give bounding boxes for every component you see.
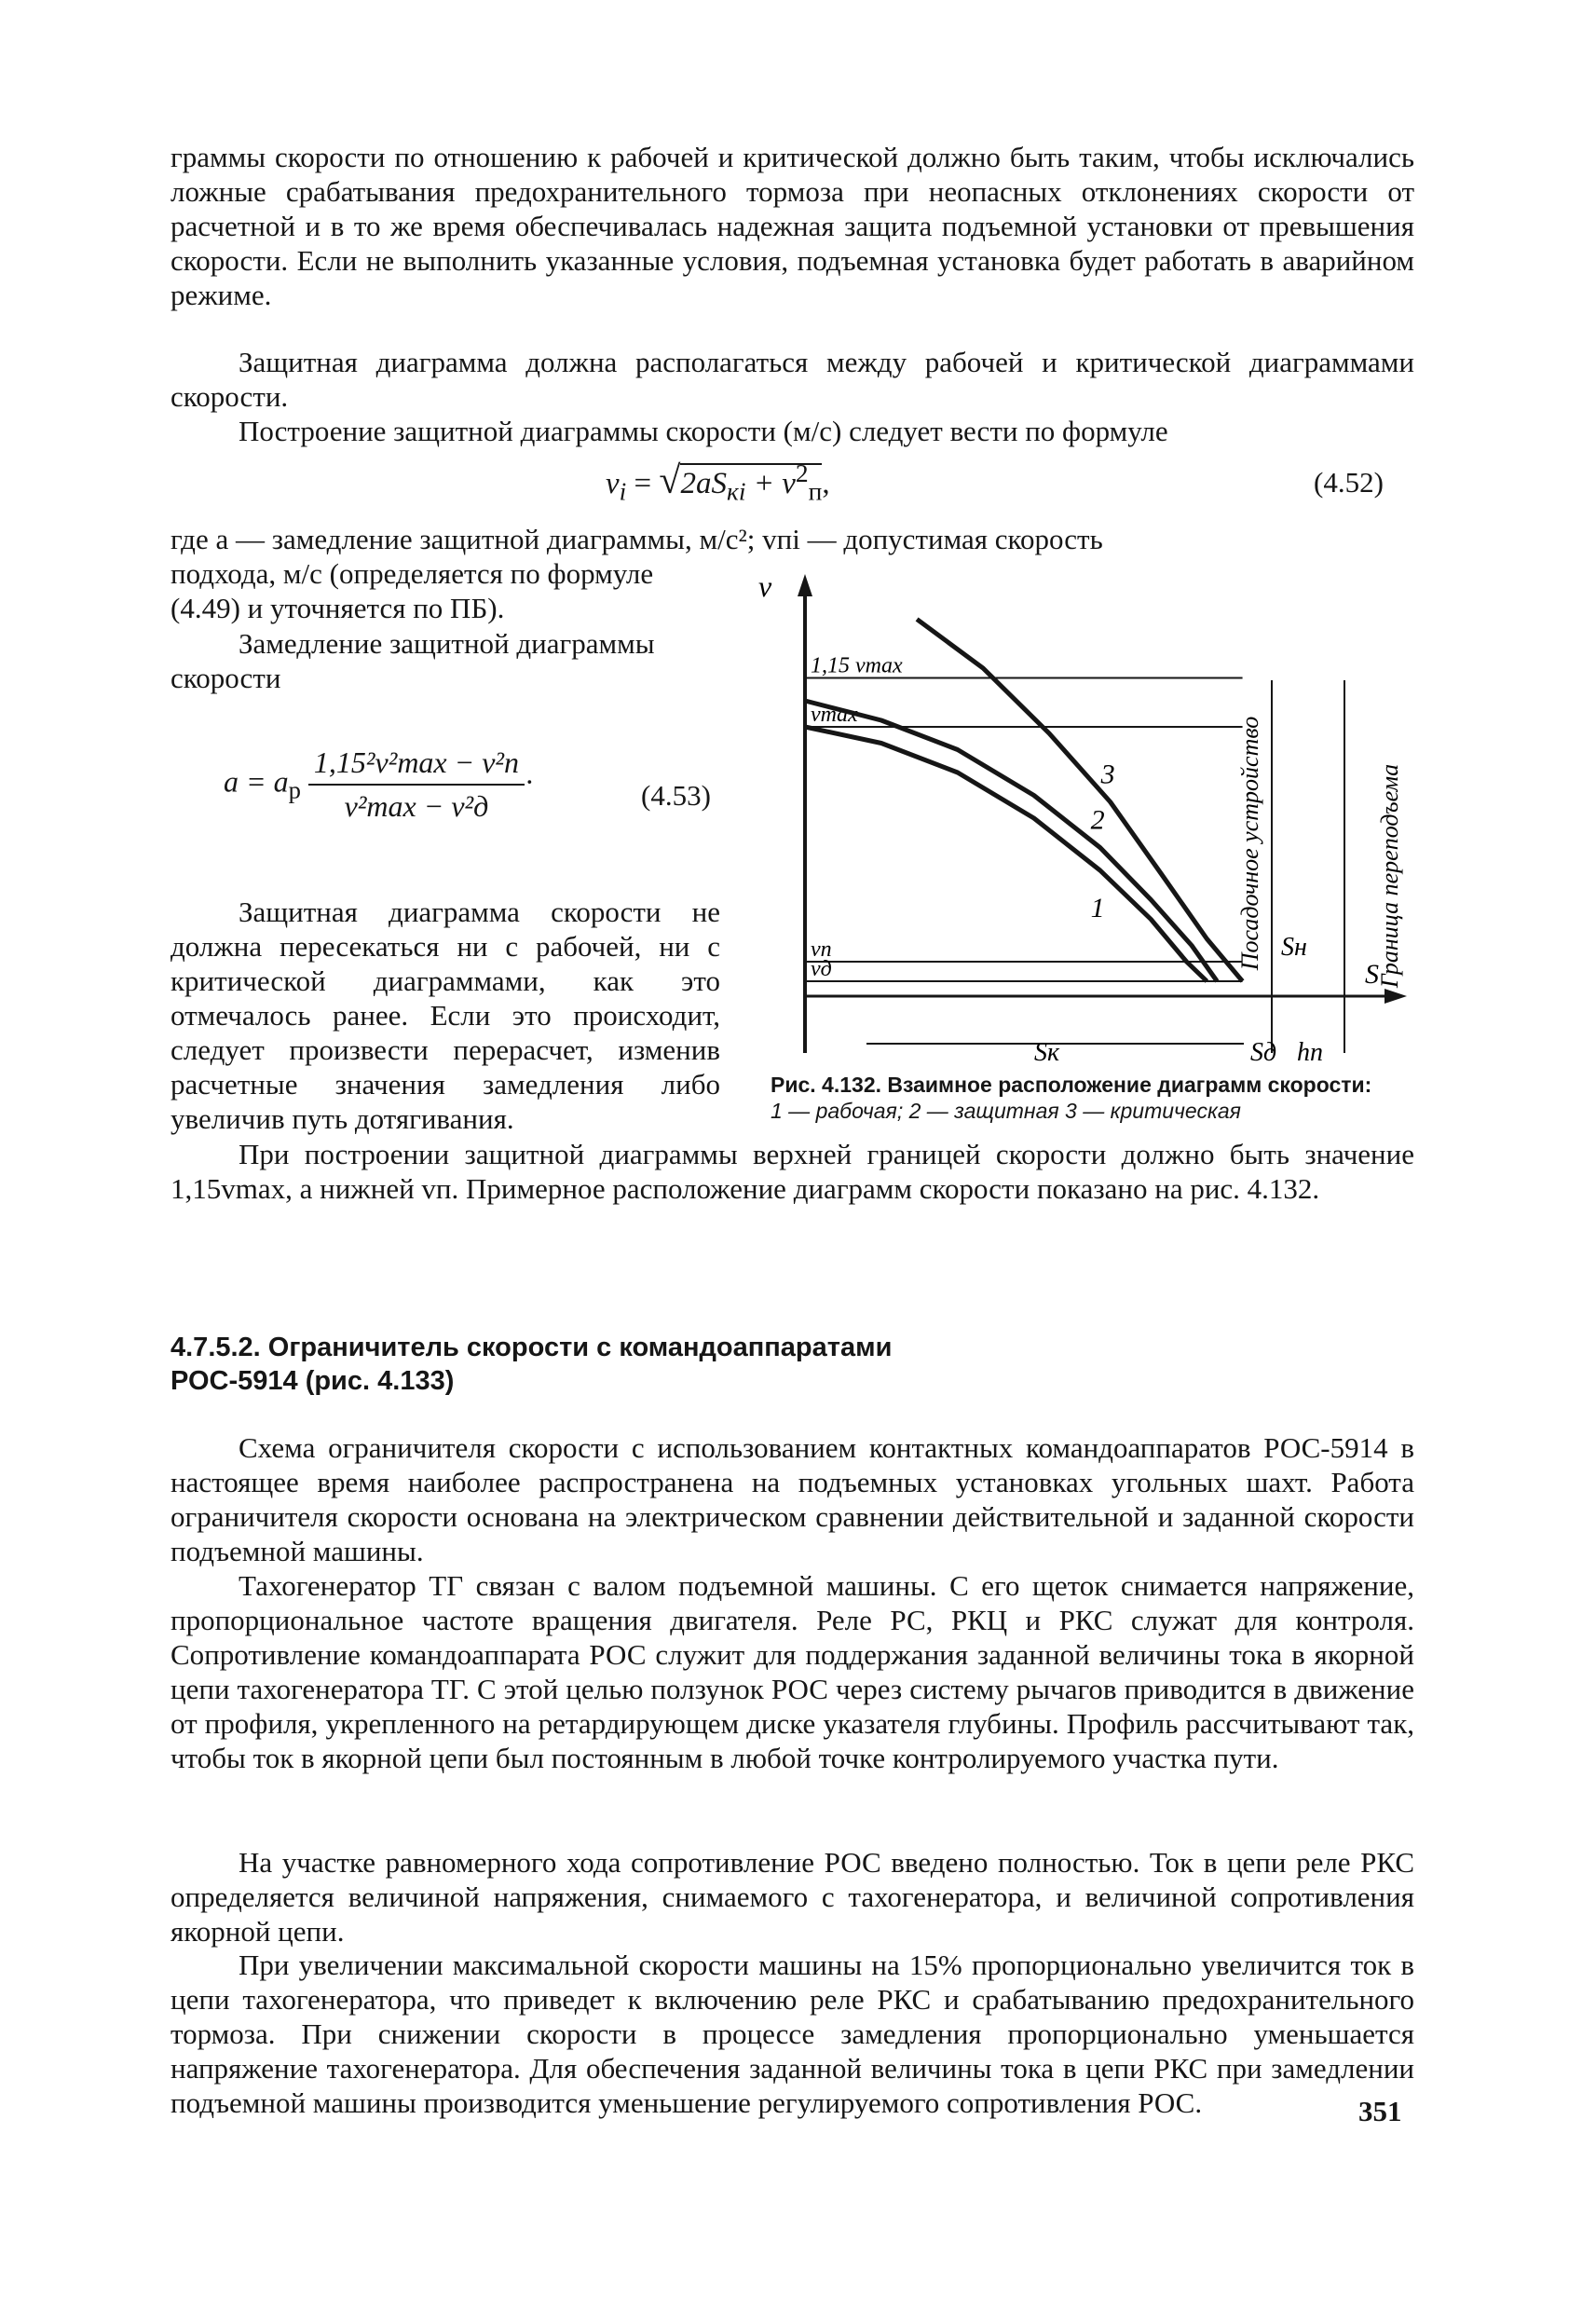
equation-number-4-52: (4.52) [1314, 466, 1384, 499]
distance-label-sn: Sн [1281, 933, 1307, 962]
where-continuation: подхода, м/с (определяется по формуле (4.49) и уточняется по ПБ). [171, 557, 654, 624]
series-label-3: 3 [1100, 759, 1115, 790]
series-line-3 [917, 620, 1242, 982]
section-heading-line-1: 4.7.5.2. Ограничитель скорости с командоаппаратами [171, 1333, 893, 1362]
distance-label-hp: hп [1297, 1038, 1323, 1067]
vertical-label-overlift: Граница переподъема [1376, 763, 1403, 989]
fraction-denominator: v²max − v²д [344, 789, 489, 823]
paragraph-tachogenerator: Тахогенератор ТГ связан с валом подъемной машины. С его щеток снимается напряжение, пропорциональное частоте вращения двигателя. Реле РС, РКЦ и РКС служат для контроля. Сопротивление командоаппарата РОС служит для поддержания заданной величины тока в якорной цепи тахогенератора ТГ. С этой целью ползунок РОС через систему рычагов приводится в движение от профиля, укрепленного на ретардирующем диске указателя глубины. Профиль рассчитывают так, чтобы ток в якорной цепи был постоянным в любой точке контролируемого участка пути. [171, 1569, 1414, 1774]
page-number: 351 [1358, 2095, 1402, 2127]
distance-label-sd: Sд [1250, 1038, 1277, 1067]
top-paragraph: граммы скорости по отношению к рабочей и критической должно быть таким, чтобы исключались ложные срабатывания предохранительного тормоза при неопасных отклонениях скорости от расчетной и в то же время обеспечивалась надежная защита подъемной установки от превышения скорости. Если не выполнить указанные условия, подъемная установка будет работать в аварийном режиме. [171, 141, 1414, 311]
chart-marks [805, 620, 1243, 982]
paragraph-schema: Схема ограничителя скорости с использованием контактных командоаппаратов РОС-5914 в настоящее время наиболее распространена на подъемных установках угольных шахт. Работа ограничителя скорости основана на электрическом сравнении действительной и заданной скорости подъемной машины. [171, 1431, 1414, 1567]
y-tick-label: vmax [811, 703, 858, 727]
y-tick-label: vп [811, 937, 832, 962]
formula-lhs-sub: i [619, 476, 627, 506]
y-tick-label: 1,15 vmax [811, 653, 903, 678]
paragraph-position: Защитная диаграмма должна располагаться между рабочей и критической диаграммами скорости. [171, 346, 1414, 413]
left-column-text-2: При построении защитной диаграммы верхней границей скорости должно быть значение 1,15vmax, а нижней vп. Примерное расположение диаграмм скорости показано на рис. 4.132. [171, 1138, 1414, 1205]
fraction-numerator: 1,15²v²max − v²п [308, 745, 525, 786]
formula-eq: = [626, 467, 660, 500]
caption-title: Рис. 4.132. Взаимное расположение диаграмм скорости: [771, 1073, 1372, 1097]
series-label-2: 2 [1090, 804, 1105, 836]
x-axis-arrow [1385, 989, 1407, 1004]
y-axis-arrow [798, 574, 812, 596]
radicand: $2aS_{кi} + v^2_п$ [680, 458, 823, 506]
paragraph-uniform: На участке равномерного хода сопротивление РОС введено полностью. Ток в цепи реле РКС определяется величиной напряжения, снимаемого с тахогенератора, и величиной сопротивления якорной цепи. [171, 1846, 1414, 1948]
radical-sign: √ [659, 459, 681, 502]
series-line-2 [805, 701, 1217, 981]
vertical-label-landing: Посадочное устройство [1236, 716, 1263, 971]
caption-legend: 1 — рабочая; 2 — защитная 3 — критическая [771, 1099, 1241, 1123]
paragraph-increase: При увеличении максимальной скорости машины на 15% пропорционально увеличится ток в цепи тахогенератора, что приведет к включению реле РКС и срабатыванию предохранительного тормоза. При снижении скорости в процессе замедления пропорционально уменьшается напряжение тахогенератора. Для обеспечения заданной величины тока в цепи РКС при замедлении подъемной машины производится уменьшение регулируемого сопротивления РОС. [171, 1949, 1414, 2119]
figure-4-132 [755, 568, 1416, 1076]
y-axis-label: v [758, 569, 772, 603]
left-column-text: Защитная диаграмма скорости не должна пересекаться ни с рабочей, ни с критической диаграммами, как это отмечалось ранее. Если это происходит, следует произвести перерасчет, изменив расчетные значения замедления либо увеличив путь дотягивания. [171, 896, 720, 1135]
x-axis-label: S [1365, 959, 1379, 990]
section-heading-line-2: РОС-5914 (рис. 4.133) [171, 1366, 455, 1396]
y-tick-label: vд [811, 957, 832, 981]
equation-number-4-53: (4.53) [641, 779, 711, 812]
distance-label-sk: Sк [1034, 1038, 1060, 1067]
formula-4-53: $a = a_р$ $\frac{\text{1,15²v²max − v²п}}{\text{v²max − v²д}}$ · [224, 745, 535, 823]
series-label-1: 1 [1090, 893, 1105, 923]
formula-4-52: $v_i = √2aS_{кi} + v^2_п$, [606, 458, 830, 506]
fraction [308, 745, 525, 824]
figure-caption [771, 1072, 1413, 1124]
formula-lhs: v [606, 467, 620, 500]
deceleration-intro: Замедление защитной диаграммы скорости [171, 627, 655, 694]
paragraph-construction: Построение защитной диаграммы скорости (м/с) следует вести по формуле [239, 415, 1168, 447]
where-line: где a — замедление защитной диаграммы, м/с²; vпi — допустимая скорость [171, 523, 1103, 555]
